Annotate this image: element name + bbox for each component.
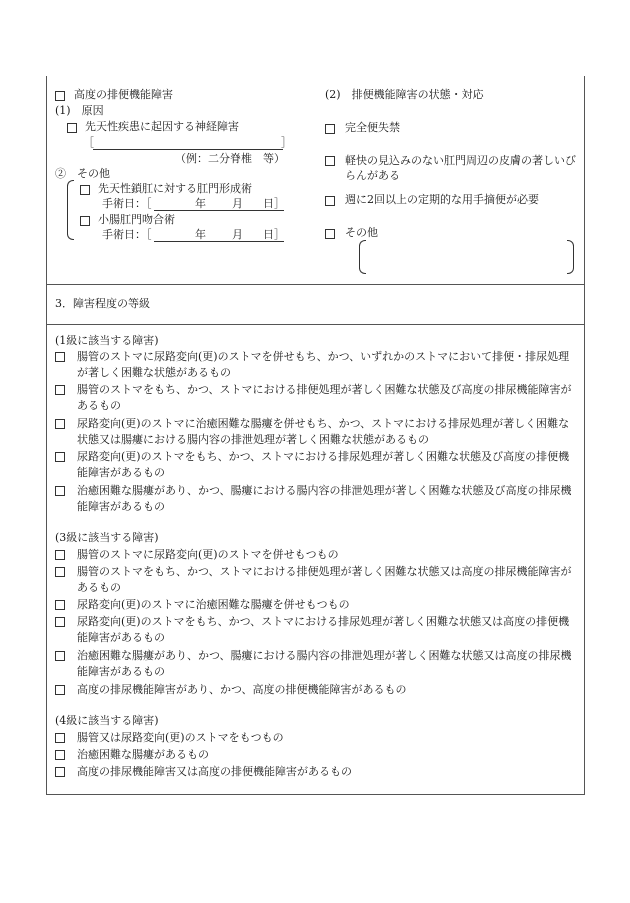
state-item-4: その他 — [345, 226, 378, 239]
checkbox[interactable] — [55, 651, 65, 661]
grade3-item-text: 高度の排尿機能障害があり、かつ、高度の排便機能障害があるもの — [77, 683, 407, 696]
grade3-item-text: 腸管のストマに尿路変向(更)のストマを併せもつもの — [77, 548, 339, 561]
checkbox-ileal-surgery[interactable] — [80, 216, 90, 226]
grade3-item[interactable] — [55, 648, 575, 680]
grade1-item-text: 尿路変向(更)のストマに治癒困難な腸瘻を併せもち、かつ、ストマにおける排尿処理が著しく困難な状態又は腸瘻における腸内容の排泄処理が著しく困難な状態があるもの — [77, 417, 570, 446]
checkbox[interactable] — [55, 750, 65, 760]
grade3-heading: (3級に該当する障害) — [55, 531, 159, 544]
checkbox[interactable] — [55, 617, 65, 627]
grade1-item[interactable] — [55, 449, 575, 481]
checkbox[interactable] — [55, 385, 65, 395]
year-label-2: 年 — [195, 228, 206, 241]
checkbox-congenital[interactable] — [67, 123, 77, 133]
month-label-1: 月 — [232, 197, 243, 210]
checkbox[interactable] — [55, 550, 65, 560]
state-other-field[interactable] — [367, 242, 565, 270]
grade3-item[interactable] — [55, 597, 575, 613]
year-label-1: 年 — [195, 197, 206, 210]
other-field-left-bracket — [359, 240, 366, 274]
grade1-item[interactable] — [55, 416, 575, 448]
grade1-item-text: 尿路変向(更)のストマをもち、かつ、ストマにおける排尿処理が著しく困難な状態及び高度の排便機能障害があるもの — [77, 450, 570, 479]
checkbox[interactable] — [55, 419, 65, 429]
form-frame — [46, 76, 585, 795]
grade1-item-text: 治癒困難な腸瘻があり、かつ、腸瘻における腸内容の排泄処理が著しく困難な状態及び高度の排尿機能障害があるもの — [77, 484, 572, 513]
checkbox-manual-disimpaction[interactable] — [325, 196, 335, 206]
grade3-item[interactable] — [55, 614, 575, 646]
day-label-1: 日］ — [263, 197, 285, 210]
checkbox-skin-erosion[interactable] — [325, 156, 335, 166]
bracket-close: ］ — [281, 136, 292, 149]
checkbox-severe-defecation[interactable] — [55, 91, 65, 101]
grade3-item-text: 尿路変向(更)のストマをもち、かつ、ストマにおける排尿処理が著しく困難な状態又は高度の排便機能障害があるもの — [77, 615, 570, 644]
surgery-date-label-1: 手術日：［ — [102, 197, 152, 210]
state-item-1: 完全便失禁 — [345, 121, 400, 134]
other-label: ② その他 — [55, 167, 110, 180]
cause-label: (1) 原因 — [55, 104, 104, 117]
grade1-item-text: 腸管のストマに尿路変向(更)のストマを併せもち、かつ、いずれかのストマにおいて排便・排尿処理が著しく困難な状態があるもの — [77, 350, 570, 379]
state-item-2: 軽快の見込みのない肛門周辺の皮膚の著しいびらんがある — [345, 154, 576, 182]
checkbox-complete-incontinence[interactable] — [325, 124, 335, 134]
grade1-item[interactable] — [55, 382, 575, 414]
bracket-open: ［ — [83, 136, 94, 149]
grade3-item[interactable] — [55, 547, 575, 563]
checkbox[interactable] — [55, 352, 65, 362]
day-label-2: 日］ — [263, 228, 285, 241]
grade3-item[interactable] — [55, 564, 575, 596]
grade3-item[interactable] — [55, 682, 575, 698]
grade4-item-text: 治癒困難な腸瘻があるもの — [77, 748, 209, 761]
grade4-item[interactable] — [55, 764, 575, 780]
month-label-2: 月 — [232, 228, 243, 241]
checkbox[interactable] — [55, 452, 65, 462]
checkbox-state-other[interactable] — [325, 229, 335, 239]
congenital-label: 先天性疾患に起因する神経障害 — [85, 120, 239, 133]
anal-surgery-label: 先天性鎖肛に対する肛門形成術 — [98, 182, 252, 195]
checkbox[interactable] — [55, 567, 65, 577]
divider — [47, 324, 584, 325]
state-item-3: 週に2回以上の定期的な用手摘便が必要 — [345, 193, 539, 206]
grade1-item[interactable] — [55, 483, 575, 515]
checkbox[interactable] — [55, 486, 65, 496]
checkbox[interactable] — [55, 600, 65, 610]
defecation-state-heading: (2) 排便機能障害の状態・対応 — [325, 88, 484, 101]
grade4-item-text: 高度の排尿機能障害又は高度の排便機能障害があるもの — [77, 765, 352, 778]
disease-name-field[interactable] — [93, 149, 283, 150]
checkbox[interactable] — [55, 685, 65, 695]
example-text: （例：二分脊椎 等） — [175, 152, 285, 165]
grade1-item[interactable] — [55, 349, 575, 381]
grade3-item-text: 治癒困難な腸瘻があり、かつ、腸瘻における腸内容の排泄処理が著しく困難な状態又は高度の排尿機能障害があるもの — [77, 649, 572, 678]
grade4-heading: (4級に該当する障害) — [55, 714, 159, 727]
grade3-item-text: 腸管のストマをもち、かつ、ストマにおける排便処理が著しく困難な状態又は高度の排尿機能障害があるもの — [77, 565, 572, 594]
checkbox-anal-surgery[interactable] — [80, 185, 90, 195]
grade4-item-text: 腸管又は尿路変向(更)のストマをもつもの — [77, 731, 284, 744]
grade1-item-text: 腸管のストマをもち、かつ、ストマにおける排便処理が著しく困難な状態及び高度の排尿機能障害があるもの — [77, 383, 572, 412]
surgery-date-label-2: 手術日：［ — [102, 228, 152, 241]
checkbox[interactable] — [55, 767, 65, 777]
grade4-item[interactable] — [55, 747, 575, 763]
grade4-item[interactable] — [55, 730, 575, 746]
ileal-surgery-label: 小腸肛門吻合術 — [98, 213, 175, 226]
severe-defecation-heading: 高度の排便機能障害 — [74, 88, 173, 101]
grade3-item-text: 尿路変向(更)のストマに治癒困難な腸瘻を併せもつもの — [77, 598, 350, 611]
divider — [47, 284, 584, 285]
other-brace — [67, 180, 74, 240]
other-field-right-bracket — [567, 240, 574, 274]
section3-title: 3．障害程度の等級 — [55, 297, 150, 310]
checkbox[interactable] — [55, 733, 65, 743]
grade1-heading: (1級に該当する障害) — [55, 334, 159, 347]
